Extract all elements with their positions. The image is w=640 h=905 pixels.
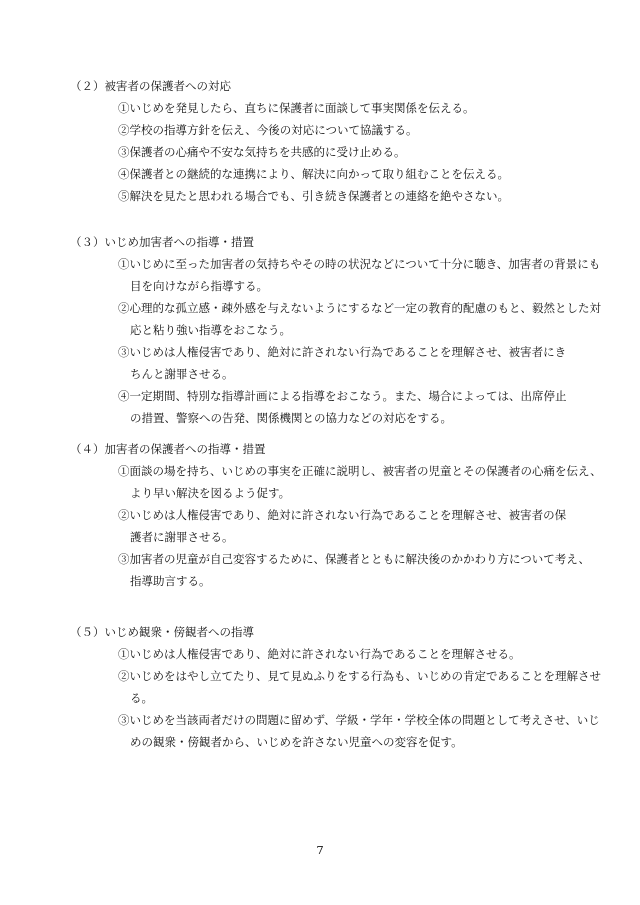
section-heading: （４）加害者の保護者への指導・措置 bbox=[70, 442, 266, 456]
item-text: ④一定期間、特別な指導計画による指導をおこなう。また、場合によっては、出席停止 bbox=[118, 389, 567, 403]
item-text: ①いじめを発見したら、直ちに保護者に面談して事実関係を伝える。 bbox=[118, 101, 475, 115]
list-item bbox=[70, 119, 590, 141]
item-text: ③加害者の児童が自己変容するために、保護者とともに解決後のかかわり方について考え、 bbox=[118, 552, 590, 566]
list-item bbox=[70, 253, 601, 297]
item-text-continued: 護者に謝罪させる。 bbox=[130, 530, 234, 544]
item-text: ④保護者との継続的な連携により、解決に向かって取り組むことを伝える。 bbox=[118, 167, 509, 181]
section-victim-guardians bbox=[70, 75, 590, 207]
section-perpetrator-guidance bbox=[70, 231, 601, 429]
list-item bbox=[70, 504, 590, 548]
list-item bbox=[70, 709, 600, 753]
item-text: ②いじめは人権侵害であり、絶対に許されない行為であることを理解させ、被害者の保 bbox=[118, 508, 567, 522]
section-bystanders bbox=[70, 621, 601, 753]
item-text: ③いじめを当該両者だけの問題に留めず、学級・学年・学校全体の問題として考えさせ、いじ bbox=[118, 713, 600, 727]
list-item bbox=[70, 665, 601, 709]
item-text-continued: めの観衆・傍観者から、いじめを許さない児童への変容を促す。 bbox=[130, 735, 463, 749]
item-text-continued: 目を向けながら指導する。 bbox=[130, 279, 268, 293]
item-text-continued: の措置、警察への告発、関係機関との協力などの対応をする。 bbox=[130, 411, 452, 425]
item-text-continued: る。 bbox=[130, 691, 153, 705]
item-text: ②いじめをはやし立てたり、見て見ぬふりをする行為も、いじめの肯定であることを理解させ bbox=[118, 669, 601, 683]
item-text: ①面談の場を持ち、いじめの事実を正確に説明し、被害者の児童とその保護者の心痛を伝え、 bbox=[118, 464, 602, 478]
section-heading: （２）被害者の保護者への対応 bbox=[70, 79, 231, 93]
list-item bbox=[70, 643, 590, 665]
item-text: ⑤解決を見たと思われる場合でも、引き続き保護者との連絡を絶やさない。 bbox=[118, 189, 509, 203]
item-text: ③保護者の心痛や不安な気持ちを共感的に受け止める。 bbox=[118, 145, 406, 159]
item-text-continued: ちんと謝罪させる。 bbox=[130, 367, 234, 381]
section-heading: （３）いじめ加害者への指導・措置 bbox=[70, 235, 254, 249]
list-item bbox=[70, 297, 601, 341]
list-item bbox=[70, 185, 590, 207]
list-item bbox=[70, 141, 590, 163]
item-text: ②心理的な孤立感・疎外感を与えないようにするなど一定の教育的配慮のもと、毅然とした対 bbox=[118, 301, 601, 315]
section-perpetrator-guardians bbox=[70, 438, 602, 592]
page-number: 7 bbox=[316, 843, 324, 857]
list-item bbox=[70, 460, 602, 504]
item-text: ②学校の指導方針を伝え、今後の対応について協議する。 bbox=[118, 123, 418, 137]
list-item bbox=[70, 385, 590, 429]
item-text: ①いじめに至った加害者の気持ちやその時の状況などについて十分に聴き、加害者の背景にも bbox=[118, 257, 601, 271]
list-item bbox=[70, 548, 590, 592]
item-text: ③いじめは人権侵害であり、絶対に許されない行為であることを理解させ、被害者にき bbox=[118, 345, 567, 359]
list-item bbox=[70, 341, 590, 385]
item-text-continued: 応と粘り強い指導をおこなう。 bbox=[130, 323, 291, 337]
item-text: ①いじめは人権侵害であり、絶対に許されない行為であることを理解させる。 bbox=[118, 647, 521, 661]
item-text-continued: より早い解決を図るよう促す。 bbox=[130, 486, 291, 500]
item-text-continued: 指導助言する。 bbox=[130, 574, 211, 588]
list-item bbox=[70, 97, 590, 119]
list-item bbox=[70, 163, 590, 185]
section-heading: （５）いじめ観衆・傍観者への指導 bbox=[70, 625, 254, 639]
